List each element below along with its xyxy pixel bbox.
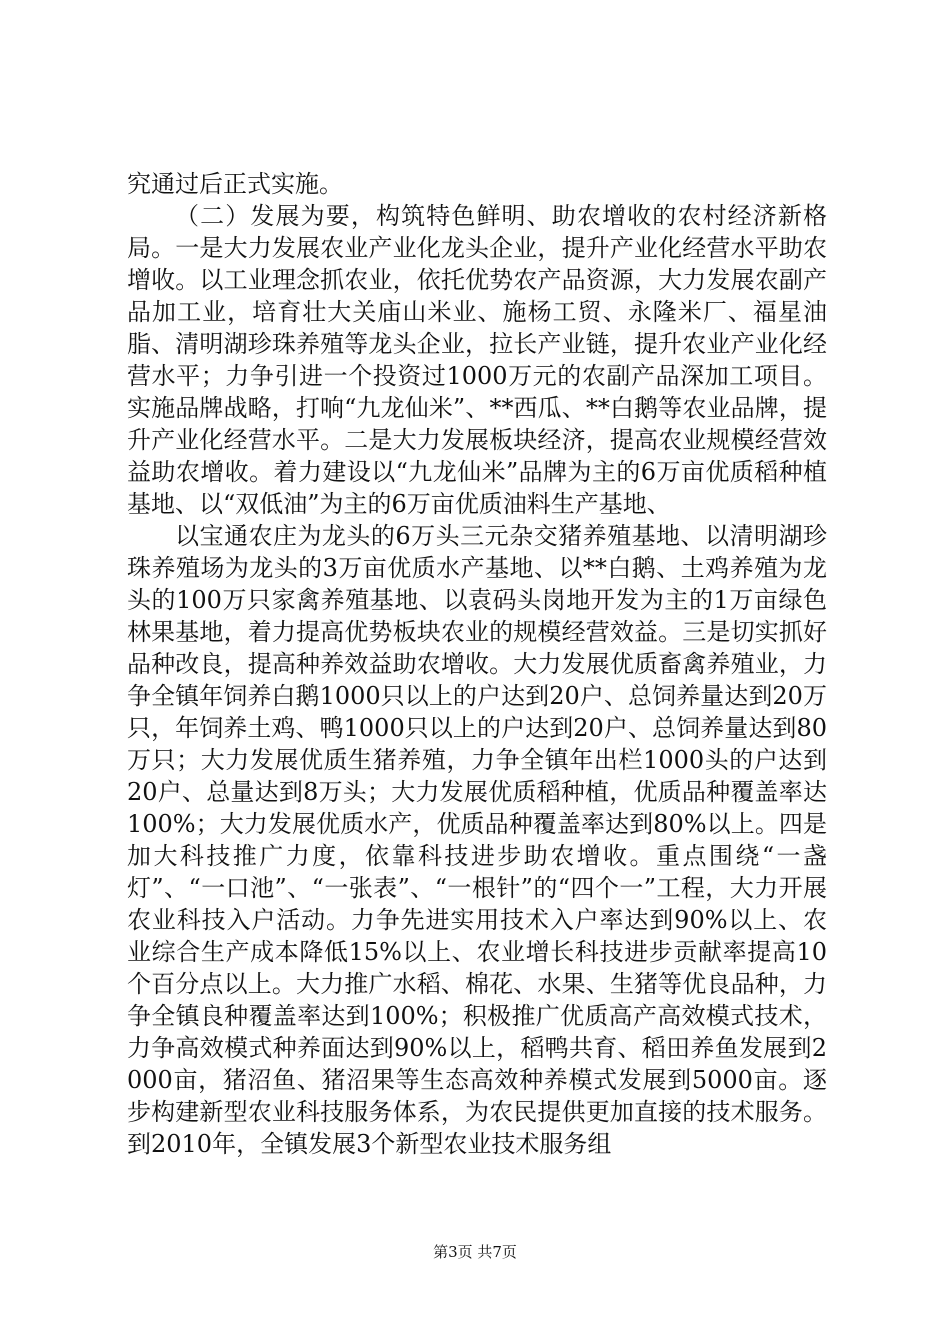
paragraph-continuation: 究通过后正式实施。: [127, 170, 343, 198]
page-number-footer: 第3页 共7页: [433, 1243, 517, 1261]
paragraph-breeding-bases: 以宝通农庄为龙头的6万头三元杂交猪养殖基地、以清明湖珍珠养殖场为龙头的3万亩优质水产基地、以**白鹅、土鸡养殖为龙头的100万只家禽养殖基地、以袁码头岗地开发为主的1万亩绿色林果基地，着力提高优势板块农业的规模经营效益。三是切实抓好品种改良，提高种养效益助农增收。大力发展优质畜禽养殖业，力争全镇年饲养白鹅1000只以上的户达到20户、总饲养量达到20万只，年饲养土鸡、鸭1000只以上的户达到20户、总饲养量达到80万只；大力发展优质生猪养殖，力争全镇年出栏1000头的户达到20户、总量达到8万头；大力发展优质稻种植，优质品种覆盖率达100%；大力发展优质水产，优质品种覆盖率达到80%以上。四是加大科技推广力度，依靠科技进步助农增收。重点围绕“一盏灯”、“一口池”、“一张表”、“一根针”的“四个一”工程，大力开展农业科技入户活动。力争先进实用技术入户率达到90%以上、农业综合生产成本降低15%以上、农业增长科技进步贡献率提高10个百分点以上。大力推广水稻、棉花、水果、生猪等优良品种，力争全镇良种覆盖率达到100%；积极推广优质高产高效模式技术，力争高效模式种养面达到90%以上，稻鸭共育、稻田养鱼发展到2000亩，猪沼鱼、猪沼果等生态高效种养模式发展到5000亩。逐步构建新型农业科技服务体系，为农民提供更加直接的技术服务。到2010年，全镇发展3个新型农业技术服务组: [127, 522, 827, 1158]
document-body: [127, 168, 827, 1160]
paragraph-section-two: （二）发展为要，构筑特色鲜明、助农增收的农村经济新格局。一是大力发展农业产业化龙头企业，提升产业化经营水平助农增收。以工业理念抓农业，依托优势农产品资源，大力发展农副产品加工业，培育壮大关庙山米业、施杨工贸、永隆米厂、福星油脂、清明湖珍珠养殖等龙头企业，拉长产业链，提升农业产业化经营水平；力争引进一个投资过1000万元的农副产品深加工项目。实施品牌战略，打响“九龙仙米”、**西瓜、**白鹅等农业品牌，提升产业化经营水平。二是大力发展板块经济，提高农业规模经营效益助农增收。着力建设以“九龙仙米”品牌为主的6万亩优质稻种植基地、以“双低油”为主的6万亩优质油料生产基地、: [127, 202, 827, 518]
